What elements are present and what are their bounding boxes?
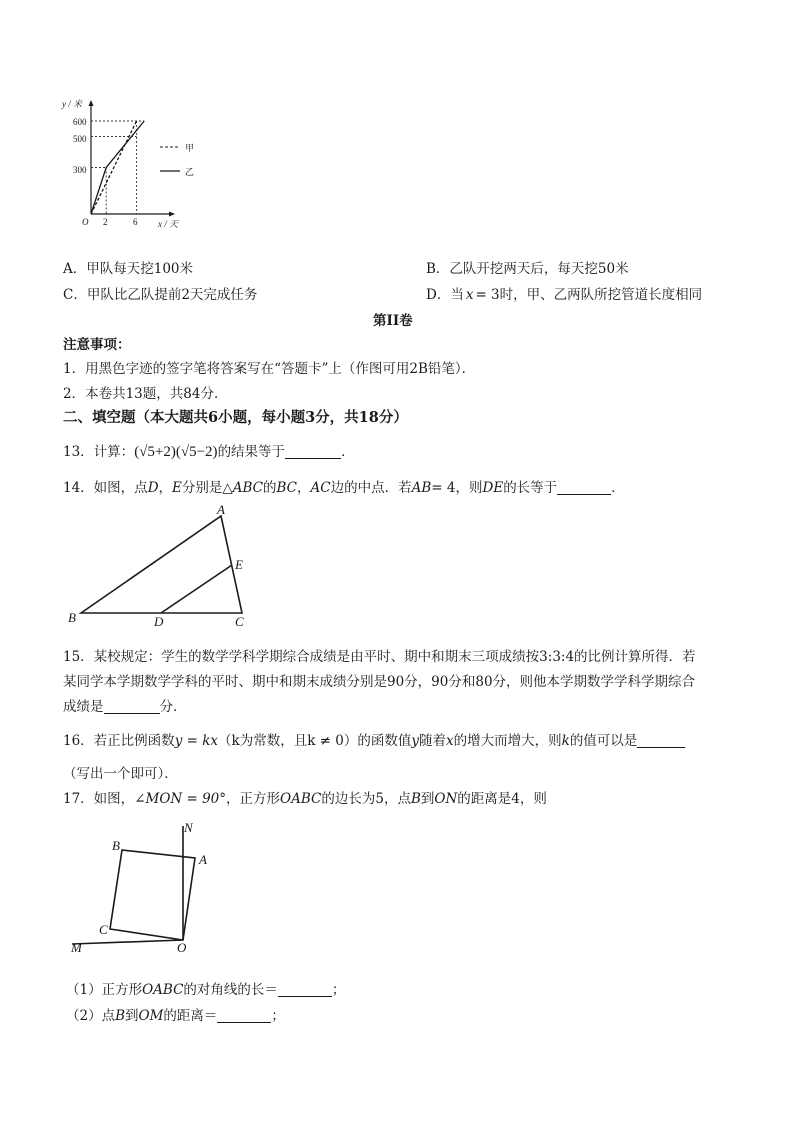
- notes-heading: 注意事项：: [63, 337, 131, 353]
- q13-pre: 13．计算：: [63, 444, 135, 460]
- point-m-label: M: [71, 940, 82, 955]
- q16-post: 的值可以是: [569, 733, 638, 749]
- q17-sub2-post: 的距离＝: [163, 1008, 218, 1024]
- q16-line-2: （写出一个即可）．: [63, 766, 178, 782]
- q13-post: 的结果等于: [217, 444, 286, 460]
- note-2: 2．本卷共13题，共84分．: [63, 386, 228, 402]
- point-c-label: C: [235, 614, 244, 629]
- y-tick-500: 500: [73, 134, 87, 144]
- q14-text-d: ，: [297, 480, 311, 496]
- q17-sub2-var: B: [115, 1008, 126, 1024]
- point-b-label-q17: B: [112, 838, 120, 853]
- q17-sub2-var2: OM: [138, 1008, 164, 1024]
- origin-label: O: [82, 217, 89, 227]
- option-b: B．乙队开挖两天后，每天挖50米: [426, 261, 629, 277]
- section-title: 第II卷: [373, 313, 413, 329]
- y-tick-300: 300: [73, 165, 87, 175]
- q14-text-c: 的: [263, 480, 277, 496]
- x-axis-label: x / 天: [158, 219, 178, 229]
- x-tick-6: 6: [133, 217, 138, 227]
- q13-end: ．: [341, 444, 355, 460]
- option-d-var: x: [465, 287, 474, 303]
- q14-var-abc: ABC: [232, 480, 264, 496]
- q16-var-k: k: [561, 733, 570, 749]
- q17-sub1-post: 的对角线的长＝: [183, 982, 278, 998]
- note-1: 1．用黑色字迹的签字笔将答案写在“答题卡”上（作图可用2B铅笔）．: [63, 361, 476, 377]
- q14-var-e: E: [172, 480, 182, 496]
- point-b-label: B: [68, 610, 76, 625]
- q17-pre: 17．如图，: [63, 791, 135, 807]
- q15-line-2: 某同学本学期数学学科的平时、期中和期末成绩分别是90分，90分和80分，则他本学期数学学科学期综合: [63, 674, 696, 690]
- point-n-label: N: [184, 820, 193, 835]
- point-a-label: A: [217, 502, 225, 517]
- q17-sub1-pre: （1）正方形: [66, 982, 143, 998]
- q17-sub2-pre: （2）点: [66, 1008, 116, 1024]
- point-e-label: E: [235, 557, 243, 572]
- q14-text-b: 分别是△: [181, 480, 233, 496]
- q14-var-de: DE: [482, 480, 504, 496]
- q17-mid: ，正方形: [226, 791, 281, 807]
- q16-mid3: 的增大而增大，则: [453, 733, 562, 749]
- option-d-pre: D．当: [426, 287, 464, 303]
- q17-sub2-end: ；: [271, 1008, 285, 1024]
- q14-eq: = 4，则: [431, 480, 483, 496]
- point-o-label: O: [177, 940, 187, 955]
- q16-mid2: 随着: [419, 733, 446, 749]
- option-c: C．甲队比乙队提前2天完成任务: [63, 287, 258, 303]
- q14-text-f: 的长等于: [503, 480, 558, 496]
- q14-var-bc: BC: [276, 480, 298, 496]
- option-d-post: = 3时，甲、乙两队所挖管道长度相同: [475, 287, 703, 303]
- q17-sub-2: [66, 1004, 285, 1024]
- q14-end: ．: [611, 480, 625, 496]
- q16-mid: （k为常数，且k ≠ 0）的函数值: [218, 733, 412, 749]
- q16-var-y: y: [411, 733, 419, 749]
- x-tick-2: 2: [103, 217, 108, 227]
- part-title: 二、填空题（本大题共6小题，每小题3分，共18分）: [63, 409, 408, 426]
- point-a-label-q17: A: [199, 852, 207, 867]
- q17-angle: ∠MON = 90°: [134, 791, 227, 807]
- option-a: A．甲队每天挖100米: [63, 261, 194, 277]
- q17-sub2-mid: 到: [125, 1008, 139, 1024]
- q14-var-ac: AC: [310, 480, 331, 496]
- q17-var-b: B: [410, 791, 421, 807]
- q17-post: 的距离是4，则: [457, 791, 547, 807]
- q14-var-d: D: [147, 480, 159, 496]
- y-axis-label: y / 米: [62, 99, 82, 109]
- q15-line-1: 15．某校规定：学生的数学学科学期综合成绩是由平时、期中和期末三项成绩按3:3:4的比例计算所得．若: [63, 649, 696, 665]
- q17-mid3: 到: [420, 791, 435, 807]
- q17-sub2-answer-blank[interactable]: [217, 1009, 271, 1024]
- y-tick-600: 600: [73, 117, 87, 127]
- q15-line3-post: 分．: [159, 699, 187, 715]
- q17-mid2: 的边长为5，点: [321, 791, 411, 807]
- q17-sub1-answer-blank[interactable]: [278, 983, 332, 998]
- point-d-label: D: [154, 614, 164, 629]
- q17-sub-1: [66, 978, 345, 998]
- ray-om: [72, 940, 183, 944]
- q14-var-ab: AB: [411, 480, 432, 496]
- q16-func: y = kx: [174, 733, 219, 749]
- q16-pre: 16．若正比例函数: [63, 733, 175, 749]
- q14-text-e: 边的中点．若: [330, 480, 412, 496]
- q17-sub1-var: OABC: [142, 982, 184, 998]
- legend-jia-label: 甲: [185, 143, 195, 153]
- q14-text-a: 14．如图，点: [63, 480, 148, 496]
- q17-var-oabc: OABC: [280, 791, 322, 807]
- q17-var-on: ON: [434, 791, 458, 807]
- q14-comma: ，: [158, 480, 173, 496]
- q15-line3-pre: 成绩是: [63, 699, 104, 715]
- q13-expr: (√5+2)(√5−2): [134, 444, 218, 460]
- q16-var-x: x: [446, 733, 454, 749]
- legend-yi-label: 乙: [185, 167, 195, 177]
- point-c-label-q17: C: [99, 922, 108, 937]
- q17-sub1-end: ；: [331, 982, 346, 998]
